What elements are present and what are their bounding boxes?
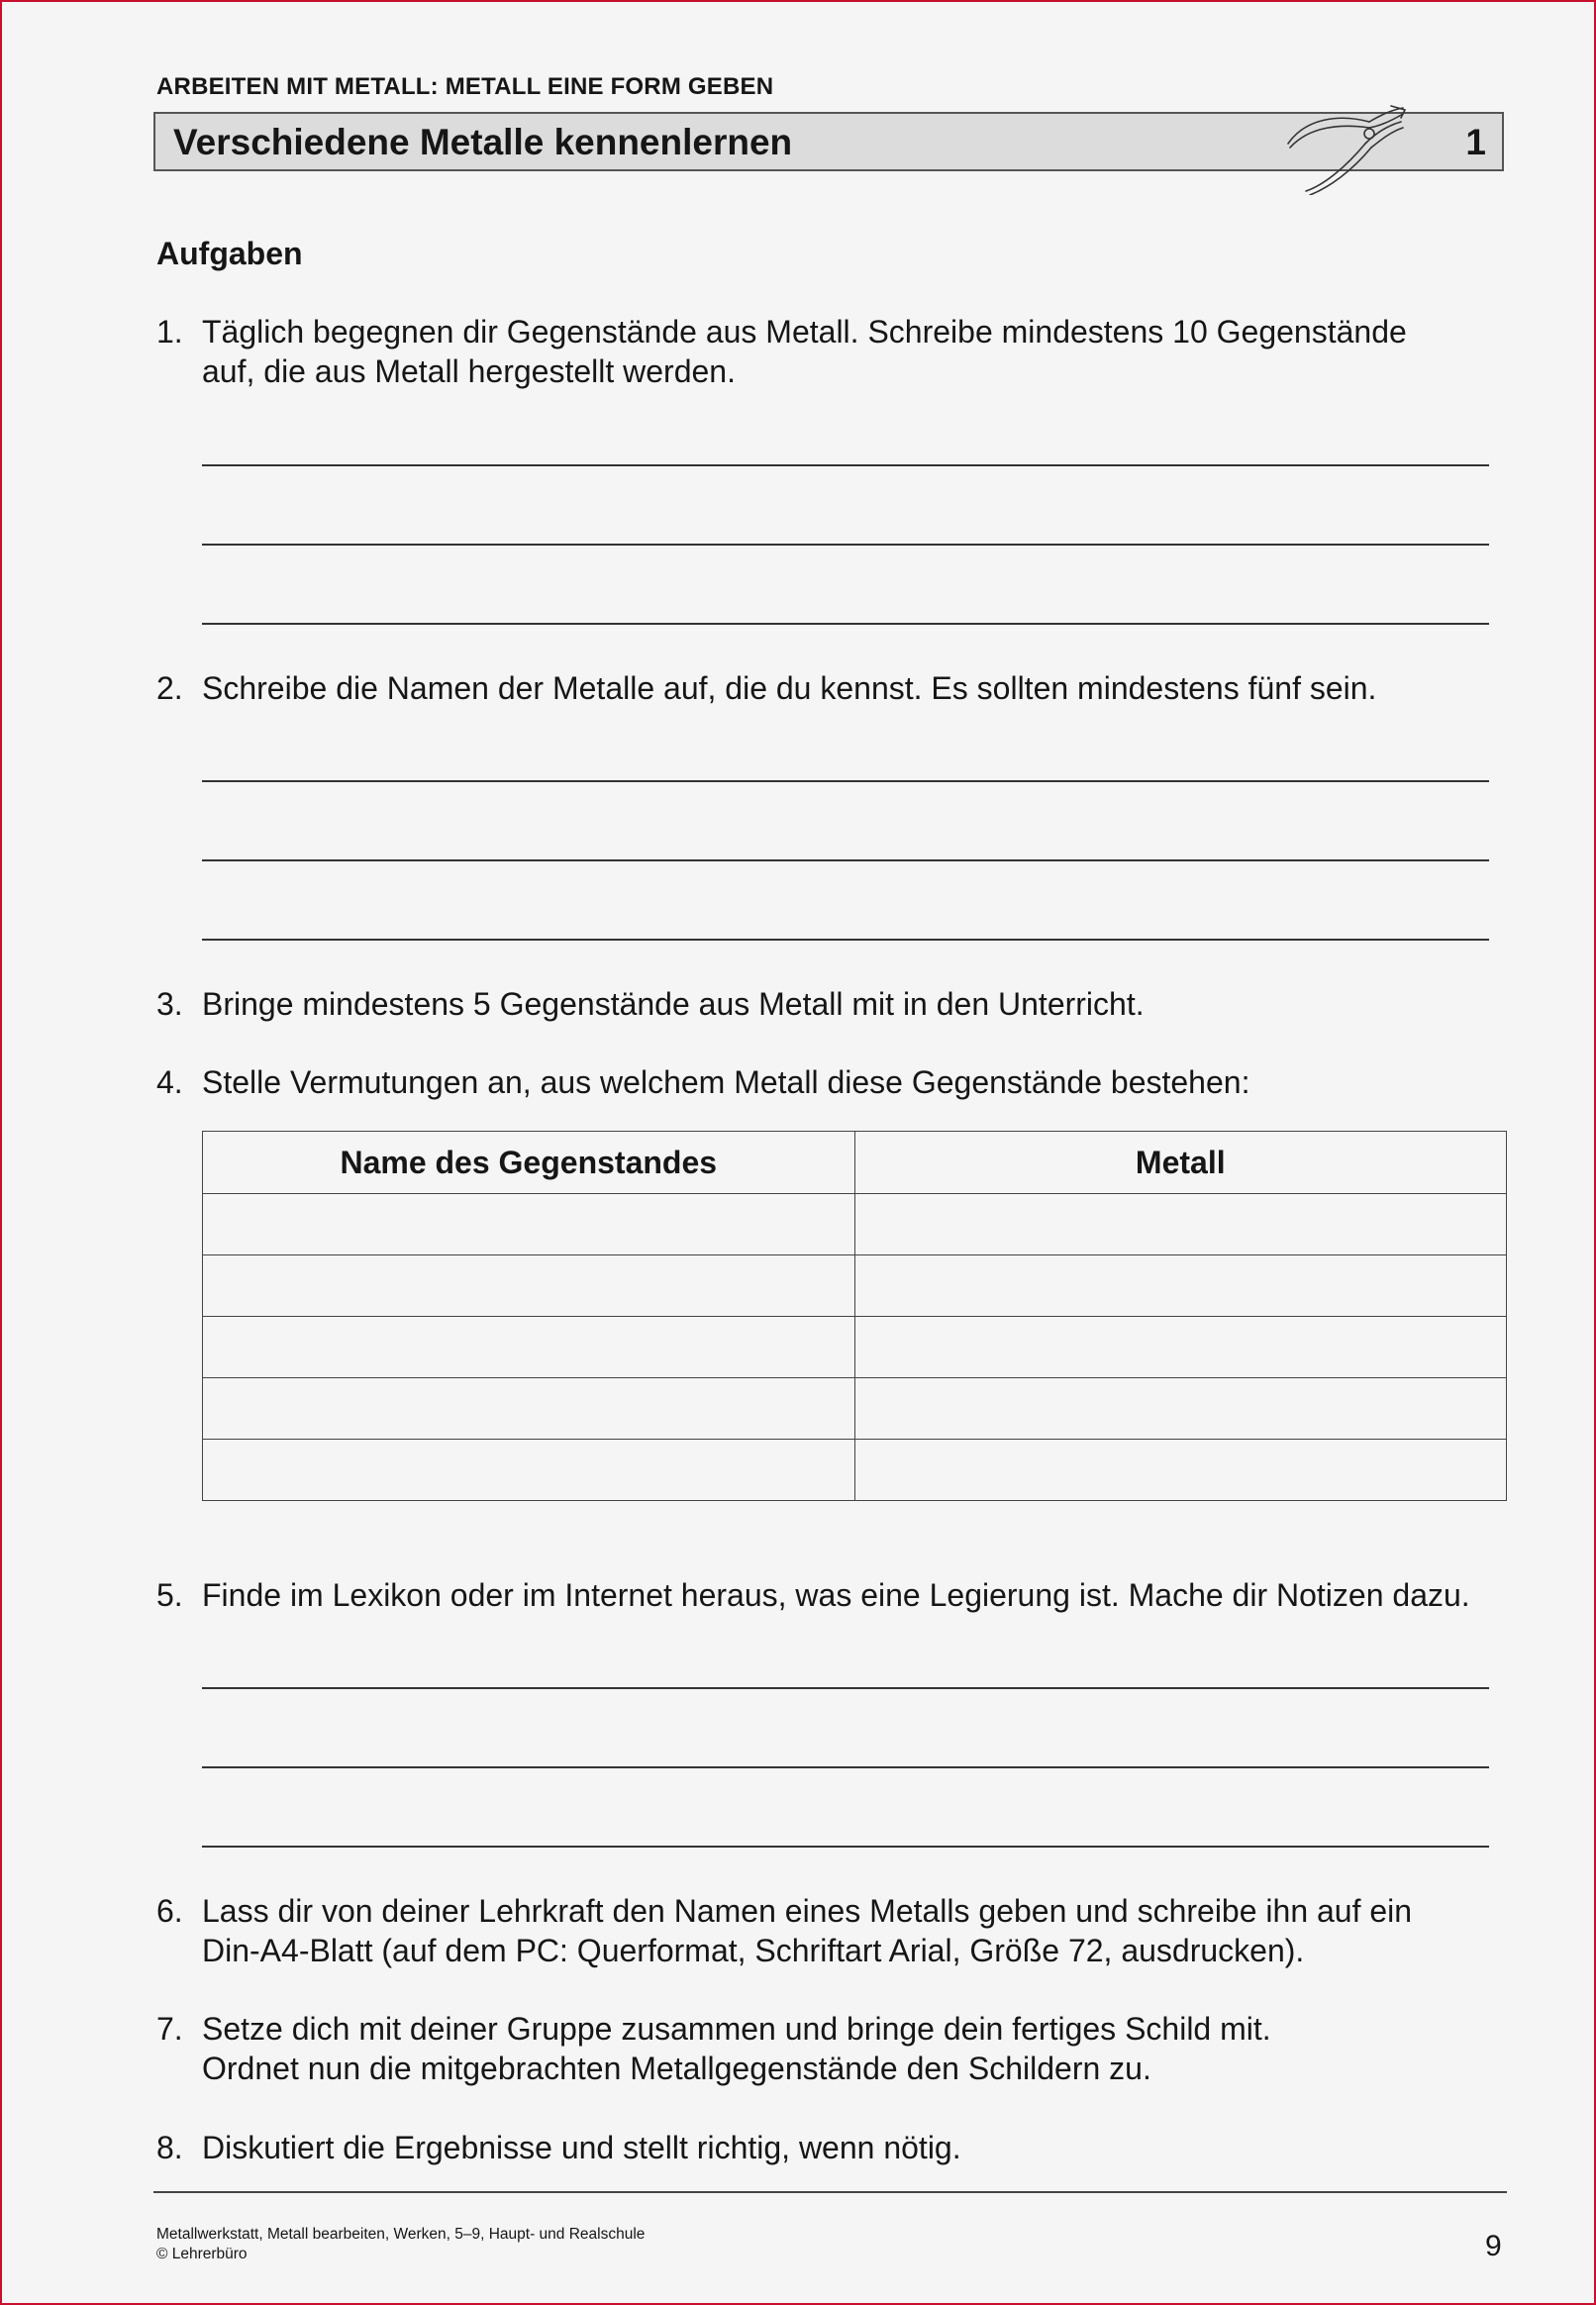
task-7: [156, 2009, 1271, 2088]
task-number: 3.: [156, 986, 183, 1022]
task-number: 1.: [156, 314, 183, 350]
object-cell[interactable]: [203, 1440, 855, 1501]
column-header-metal: Metall: [854, 1132, 1507, 1194]
table-row: [203, 1317, 1507, 1378]
metal-cell[interactable]: [854, 1440, 1507, 1501]
task-number: 6.: [156, 1893, 183, 1929]
object-cell[interactable]: [203, 1194, 855, 1255]
pliers-icon: [1284, 100, 1408, 195]
object-cell[interactable]: [203, 1317, 855, 1378]
task-text: Bringe mindestens 5 Gegenstände aus Metall mit in den Unterricht.: [202, 986, 1145, 1022]
task-number: 4.: [156, 1064, 183, 1100]
task-text: auf, die aus Metall hergestellt werden.: [202, 353, 736, 389]
section-heading: Aufgaben: [156, 236, 303, 271]
table-row: [203, 1255, 1507, 1317]
task-1: [156, 312, 1407, 391]
footer-divider: [153, 2191, 1507, 2193]
task-6: [156, 1891, 1412, 1970]
task-text: Lass dir von deiner Lehrkraft den Namen eines Metalls geben und schreibe ihn auf ein: [202, 1893, 1413, 1929]
title-bar: [153, 112, 1504, 171]
answer-line[interactable]: [202, 1687, 1489, 1689]
task-5: [156, 1575, 1470, 1615]
task-4: [156, 1062, 1249, 1102]
object-cell[interactable]: [203, 1255, 855, 1317]
column-header-object: Name des Gegenstandes: [203, 1132, 855, 1194]
task-8: [156, 2128, 961, 2167]
task-text: Setze dich mit deiner Gruppe zusammen und bringe dein fertiges Schild mit.: [202, 2011, 1271, 2047]
task-3: [156, 984, 1145, 1024]
page-title: Verschiedene Metalle kennenlernen: [173, 122, 793, 162]
footer-source: Metallwerkstatt, Metall bearbeiten, Werken, 5–9, Haupt- und Realschule: [156, 2226, 646, 2243]
task-2: [156, 668, 1376, 708]
metal-cell[interactable]: [854, 1378, 1507, 1440]
task-number: 5.: [156, 1577, 183, 1613]
footer-copyright: © Lehrerbüro: [156, 2246, 248, 2262]
page-number: 9: [1485, 2230, 1502, 2262]
category-heading: ARBEITEN MIT METALL: METALL EINE FORM GEBEN: [156, 73, 774, 100]
table-header-row: [203, 1132, 1507, 1194]
table-row: [203, 1378, 1507, 1440]
metal-cell[interactable]: [854, 1255, 1507, 1317]
task-text: Diskutiert die Ergebnisse und stellt richtig, wenn nötig.: [202, 2130, 961, 2165]
metal-cell[interactable]: [854, 1317, 1507, 1378]
footer-credits: [156, 2225, 645, 2264]
answer-line[interactable]: [202, 859, 1489, 861]
table-row: [203, 1440, 1507, 1501]
metal-cell[interactable]: [854, 1194, 1507, 1255]
task-number: 7.: [156, 2011, 183, 2047]
task-text: Täglich begegnen dir Gegenstände aus Metall. Schreibe mindestens 10 Gegenstände: [202, 314, 1407, 350]
task-text: Din-A4-Blatt (auf dem PC: Querformat, Schriftart Arial, Größe 72, ausdrucken).: [202, 1933, 1305, 1968]
task-number: 2.: [156, 670, 183, 706]
task-text: Stelle Vermutungen an, aus welchem Metall diese Gegenstände bestehen:: [202, 1064, 1250, 1100]
sheet-number: 1: [1465, 122, 1486, 162]
answer-line[interactable]: [202, 939, 1489, 941]
answer-line[interactable]: [202, 623, 1489, 625]
answer-line[interactable]: [202, 544, 1489, 546]
answer-line[interactable]: [202, 464, 1489, 466]
answer-line[interactable]: [202, 1846, 1489, 1848]
task-text: Finde im Lexikon oder im Internet heraus, was eine Legierung ist. Mache dir Notizen dazu.: [202, 1577, 1470, 1613]
answer-line[interactable]: [202, 1766, 1489, 1768]
metal-guess-table: [202, 1131, 1507, 1501]
object-cell[interactable]: [203, 1378, 855, 1440]
answer-line[interactable]: [202, 780, 1489, 782]
table-row: [203, 1194, 1507, 1255]
task-text: Ordnet nun die mitgebrachten Metallgegenstände den Schildern zu.: [202, 2051, 1151, 2086]
task-text: Schreibe die Namen der Metalle auf, die du kennst. Es sollten mindestens fünf sein.: [202, 670, 1377, 706]
task-number: 8.: [156, 2130, 183, 2165]
